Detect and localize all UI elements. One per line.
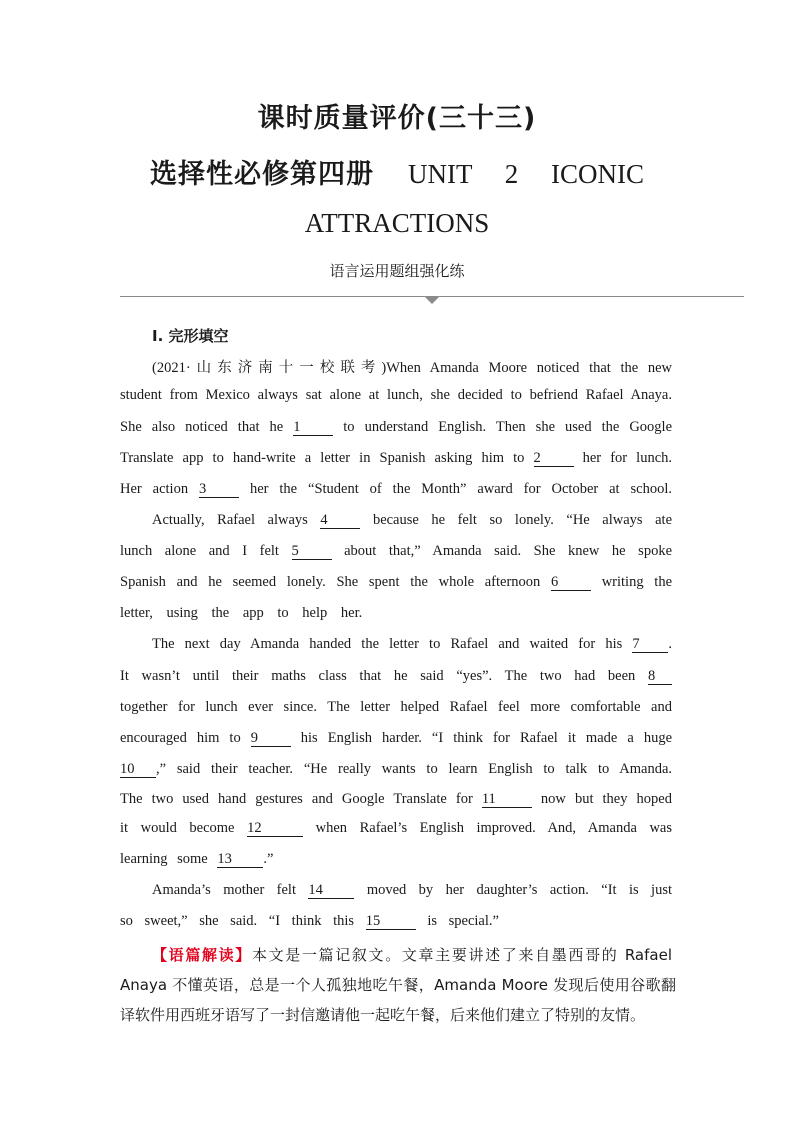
book-name: 选择性必修第四册 (150, 159, 374, 190)
blank: 10 (120, 762, 156, 778)
page-title: 课时质量评价(三十三) (257, 103, 537, 134)
blank: 12 (247, 821, 303, 837)
analysis-tag: 【语篇解读】 (152, 946, 252, 964)
passage-line: Translate app to hand-write a letter in Spanish asking him to 2 her for lunch. (120, 450, 673, 466)
passage-line: She also noticed that he 1 to understand English. Then she used the Google (120, 419, 673, 435)
section-heading: Ⅰ. 完形填空 (152, 327, 229, 345)
blank: 3 (199, 482, 239, 498)
passage-line: letter, using the app to help her. (120, 605, 363, 621)
blank: 4 (320, 513, 360, 529)
passage-line: 10 ,” said their teacher. “He really wants to learn English to talk to Amanda. (120, 761, 672, 777)
passage-line: encouraged him to 9 his English harder. “I think for Rafael it made a huge (120, 730, 673, 746)
passage-line: The next day Amanda handed the letter to Rafael and waited for his 7 . (152, 636, 673, 652)
blank: 8 (648, 669, 672, 685)
passage-line: (2021·山东济南十一校联考)When Amanda Moore noticed that the new (152, 360, 672, 376)
blank: 6 (551, 575, 591, 591)
blank: 15 (366, 914, 416, 930)
blank: 1 (293, 420, 333, 436)
passage-line: so sweet,” she said. “I think this 15 is special.” (120, 913, 499, 929)
analysis-line: Anaya 不懂英语，总是一个人孤独地吃午餐，Amanda Moore 发现后使用谷歌翻 (120, 976, 676, 994)
exercise-type: 语言运用题组强化练 (329, 262, 465, 280)
passage-line: Actually, Rafael always 4 because he felt so lonely. “He always ate (152, 512, 673, 528)
blank: 5 (292, 544, 332, 560)
blank: 11 (482, 792, 532, 808)
passage-line: Her action 3 her the “Student of the Month” award for October at school. (120, 481, 672, 497)
analysis-line: 译软件用西班牙语写了一封信邀请他一起吃午餐，后来他们建立了特别的友情。 (120, 1006, 646, 1024)
passage-line: together for lunch ever since. The letter helped Rafael feel more comfortable and (120, 699, 672, 715)
passage-line: lunch alone and I felt 5 about that,” Amanda said. She knew he spoke (120, 543, 673, 559)
unit-name: UNIT 2 ICONIC (408, 159, 644, 189)
passage-line: it would become 12 when Rafael’s English improved. And, Amanda was (120, 820, 673, 836)
divider-arrow-icon (425, 297, 439, 304)
passage-line: The two used hand gestures and Google Translate for 11 now but they hoped (120, 791, 672, 807)
blank: 13 (217, 852, 263, 868)
unit-title (0, 152, 794, 191)
blank: 14 (308, 883, 354, 899)
blank: 2 (534, 451, 574, 467)
passage-line: Spanish and he seemed lonely. She spent the whole afternoon 6 writing the (120, 574, 673, 590)
passage-line: student from Mexico always sat alone at lunch, she decided to befriend Rafael Anaya. (120, 387, 672, 403)
analysis-line: 【语篇解读】本文是一篇记叙文。文章主要讲述了来自墨西哥的 Rafael (152, 946, 672, 964)
passage-line: Amanda’s mother felt 14 moved by her daughter’s action. “It is just (152, 882, 673, 898)
unit-name-continued: ATTRACTIONS (304, 208, 490, 238)
blank: 7 (632, 637, 668, 653)
blank: 9 (251, 731, 291, 747)
passage-line: It wasn’t until their maths class that he said “yes”. The two had been 8 (120, 668, 672, 685)
passage-line: learning some 13 .” (120, 851, 274, 867)
